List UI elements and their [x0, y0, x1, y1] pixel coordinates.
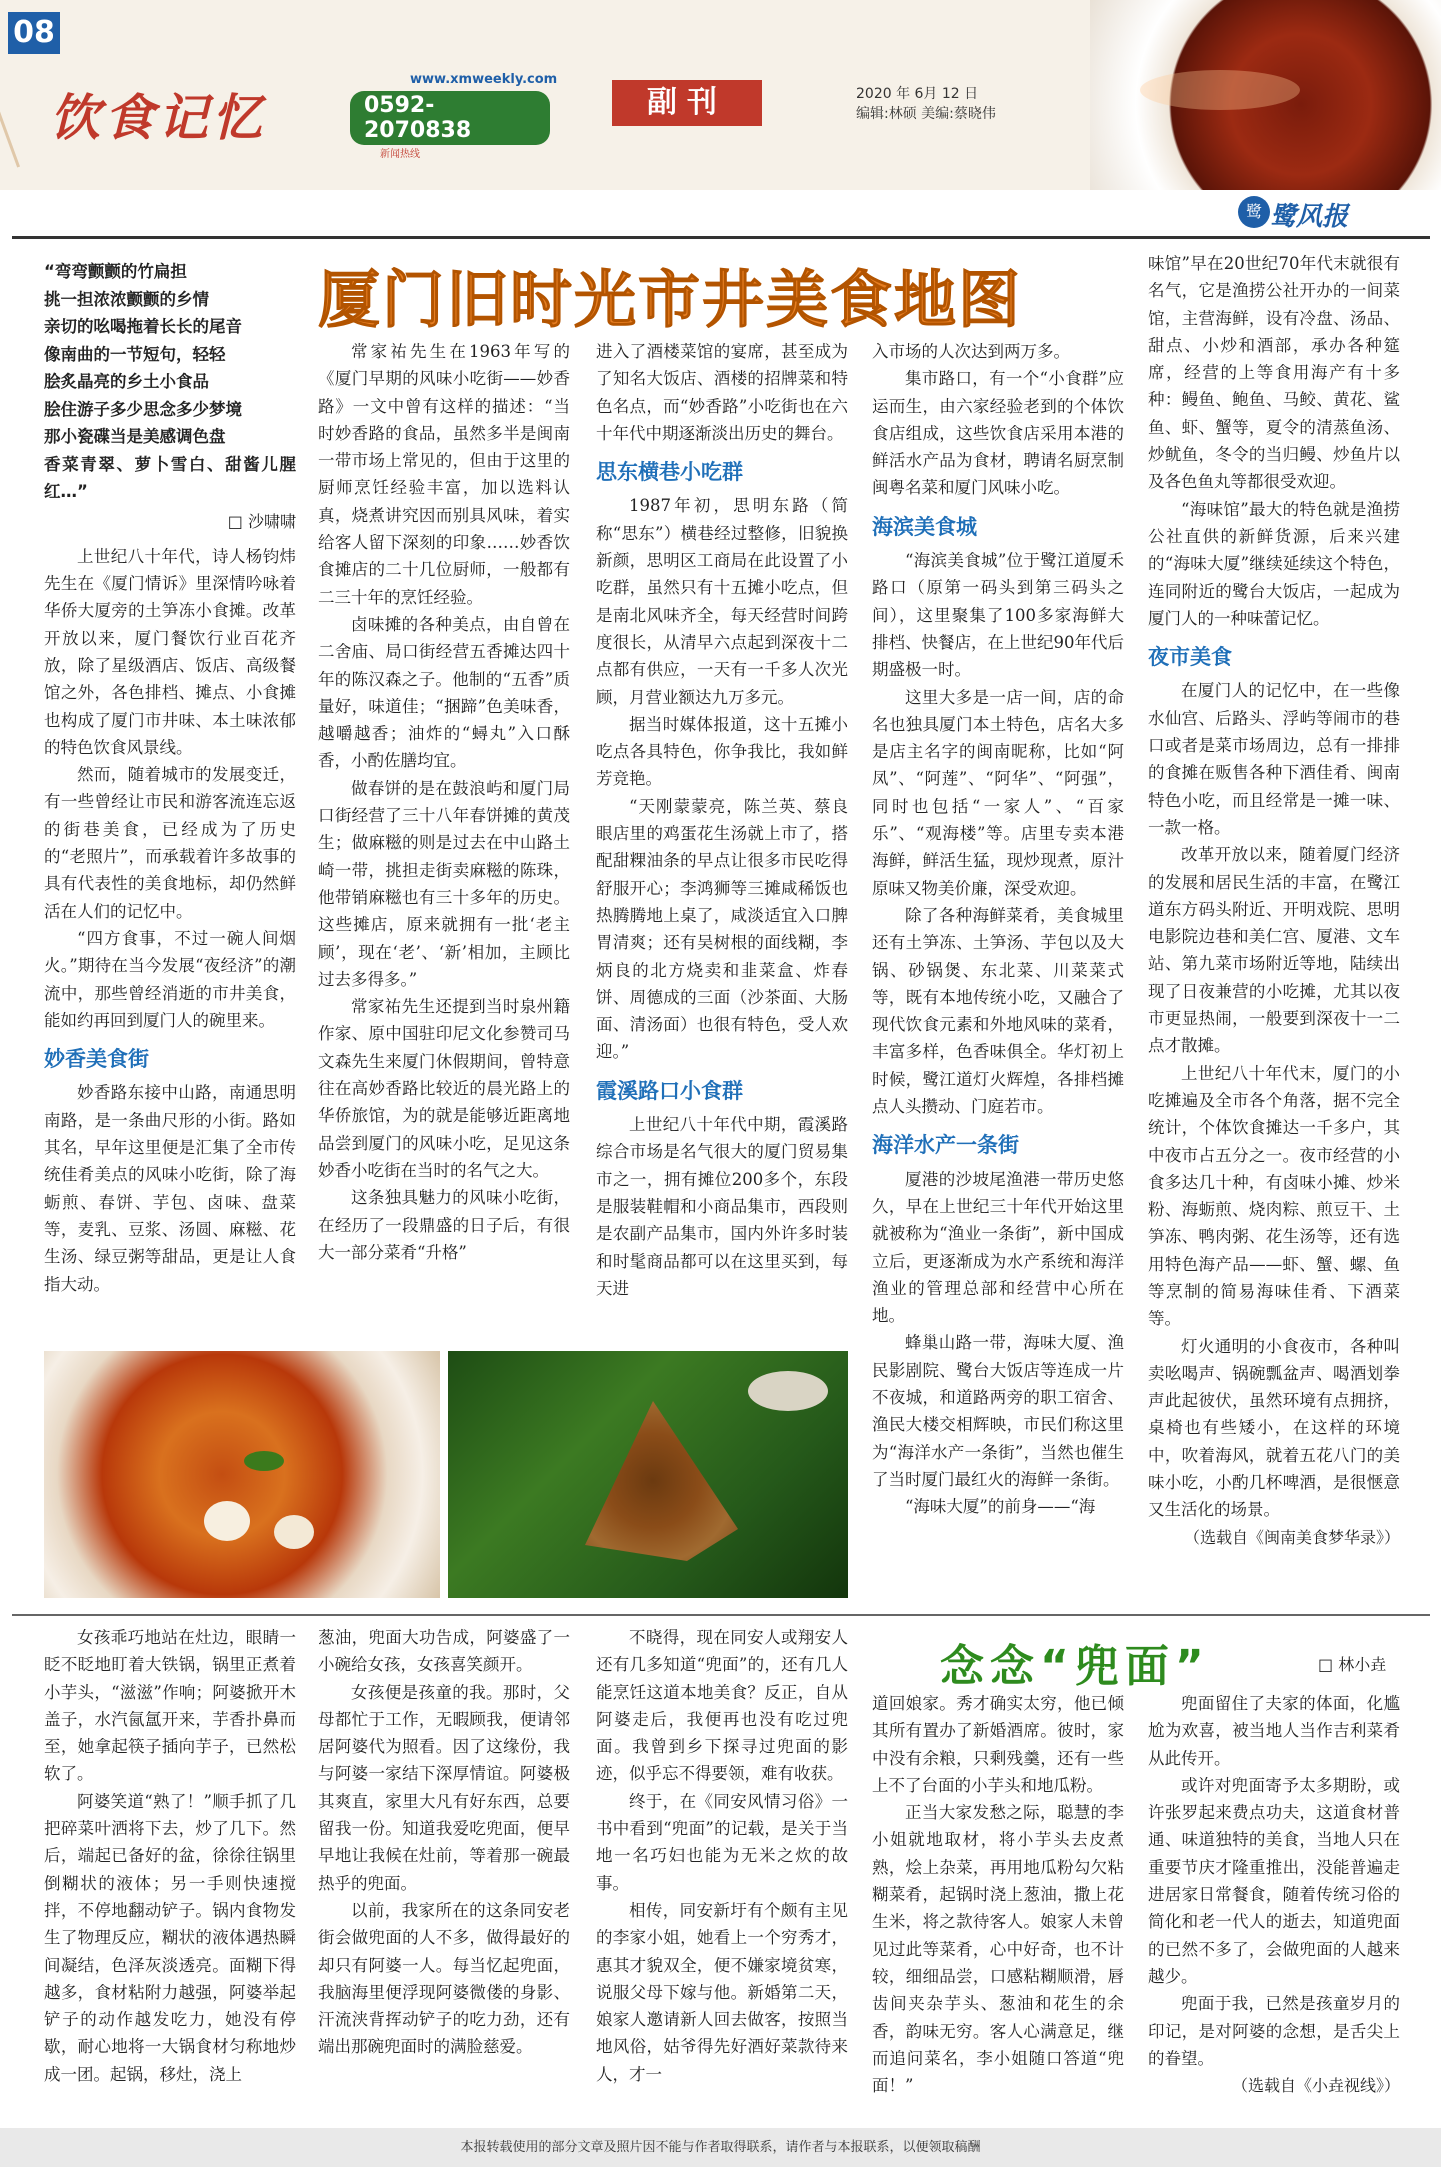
poem-line: 挑一担浓浓颤颤的乡情: [44, 289, 209, 309]
paragraph: “四方食事，不过一碗人间烟火。”期待在当今发展“夜经济”的潮流中，那些曾经消逝的市井美食，能如约再回到厦门人的碗里来。: [44, 928, 296, 1030]
poem-line: 那小瓷碟当是美感调色盘: [44, 427, 226, 446]
page-number: 08: [8, 12, 60, 54]
poem-line: 像南曲的一节短句，轻轻: [44, 344, 226, 364]
article1-source: （选载自《闽南美食梦华录》）: [1183, 1527, 1400, 1547]
paragraph: 改革开放以来，随着厦门经济的发展和居民生活的丰富，在鹭江道东方码头附近、开明戏院、思明电影院边巷和美仁宫、厦港、文车站、第九菜市场附近等地，陆续出现了日夜兼营的小吃摊，尤其以夜市更显热闹，一般要到深夜十一二点才散摊。: [1148, 845, 1400, 1056]
article2-source: （选载自《小垚视线》）: [1231, 2076, 1400, 2096]
issue-date: 2020 年 6月 12 日: [856, 86, 979, 102]
dish-highlight: [1140, 70, 1300, 110]
poem-line: 亲切的吆喝拖着长长的尾音: [44, 317, 242, 336]
paragraph: 阿婆笑道“熟了！”顺手抓了几把碎菜叶洒将下去，炒了几下。然后，端起已备好的盆，徐徐往锅里倒糊状的液体；另一手则快速搅拌，不停地翻动铲子。锅内食物发生了物理反应，糊状的液体遇热瞬间凝结，色泽灰淡透亮。面糊下得越多，食材粘附力越强，阿婆举起铲子的动作越发吃力，她没有停歇，耐心地将一大锅食材匀称地炒成一团。起锅，移灶，浇上: [44, 1791, 296, 2084]
egg-shape: [274, 1515, 314, 1549]
article2-author: □ 林小垚: [1318, 1655, 1387, 1674]
paragraph: “海味馆”最大的特色就是渔捞公社直供的新鲜货源，后来兴建的“海味大厦”继续延续这个特色，连同附近的鹭台大饭店，一起成为厦门人的一种味蕾记忆。: [1148, 499, 1400, 628]
subhead-xiaxi: 霞溪路口小食群: [596, 1078, 743, 1103]
article1-column-4: [872, 338, 1124, 1520]
paragraph: “海滨美食城”位于鹭江道厦禾路口（原第一码头到第三码头之间），这里聚集了100多家海鲜大排档、快餐店，在上世纪90年代后期盛极一时。: [872, 551, 1124, 680]
paragraph: 卤味摊的各种美点，由自曾在二舍庙、局口街经营五香摊达四十年的陈汉森之子。他制的“五香”质量好，味道佳；“捆蹄”色美味香，越嚼越香；油炸的“蟳丸”入口酥香，小酌佐膳均宜。: [318, 614, 570, 771]
hotline: 0592-2070838: [350, 91, 550, 145]
poem-line: “弯弯颤颤的竹扁担: [44, 262, 187, 281]
site-info: [350, 72, 558, 160]
page-header: [0, 0, 1441, 190]
paragraph: 上世纪八十年代，诗人杨钧炜先生在《厦门情诉》里深情吟咏着华侨大厦旁的土笋冻小食摊。改革开放以来，厦门餐饮行业百花齐放，除了星级酒店、饭店、高级餐馆之外，各色排档、摊点、小食摊也构成了厦门市井味、本土味浓郁的特色饮食风景线。: [44, 546, 296, 757]
paragraph: 集市路口，有一个“小食群”应运而生，由六家经验老到的个体饮食店组成，这些饮食店采用本港的鲜活水产品为食材，聘请名厨烹制闽粤名菜和厦门风味小吃。: [872, 369, 1124, 498]
subhead-yeshi: 夜市美食: [1148, 645, 1232, 670]
paragraph: 不晓得，现在同安人或翔安人还有几多知道“兜面”的，还有几人能烹饪这道本地美食？反正，自从阿婆走后，我便再也没有吃过兜面。我曾到乡下探寻过兜面的影迹，似乎忘不得要领，难有收获。: [596, 1628, 848, 1784]
noodle-soup-photo: [44, 1351, 440, 1598]
section-label: 副刊: [612, 80, 762, 126]
paragraph: 或许对兜面寄予太多期盼，或许张罗起来费点功夫，这道食材普通、味道独特的美食，当地人只在重要节庆才隆重推出，没能普遍走进居家日常餐食，随着传统习俗的简化和老一代人的逝去，知道兜面的已然不多了，会做兜面的人越来越少。: [1148, 1775, 1400, 1986]
paragraph: 兜面留住了夫家的体面，化尴尬为欢喜，被当地人当作吉利菜肴从此传开。: [1148, 1694, 1400, 1768]
column-title: 饮食记忆: [50, 88, 266, 147]
poem-line: 香菜青翠、萝卜雪白、甜酱儿腥红…”: [44, 454, 296, 501]
egg-shape: [204, 1501, 250, 1541]
paragraph: 上世纪八十年代末，厦门的小吃摊遍及全市各个角落，据不完全统计，个体饮食摊达一千多户，其中夜市占五分之一。夜市经营的小食多达几十种，有卤味小摊、炒米粉、海蛎煎、烧肉粽、煎豆干、土笋冻、鸭肉粥、花生汤等，还有选用特色海产品——虾、蟹、螺、鱼等烹制的简易海味佳肴、下酒菜等。: [1148, 1063, 1400, 1329]
top-rule: [12, 236, 1430, 239]
article2-column-5: [1148, 1690, 1400, 2099]
paragraph: 进入了酒楼菜馆的宴席，甚至成为了知名大饭店、酒楼的招牌菜和特色名点，而“妙香路”小吃街也在六十年代中期逐渐淡出历史的舞台。: [596, 342, 848, 443]
paragraph: 上世纪八十年代中期，霞溪路综合市场是名气很大的厦门贸易集市之一，拥有摊位200多个，东段是服装鞋帽和小商品集市，西段则是农副产品集市，国内外许多时装和时髦商品都可以在这里买到，每天进: [596, 1115, 848, 1298]
footer-notice: 本报转载使用的部分文章及照片因不能与作者取得联系，请作者与本报联系，以便领取稿酬: [0, 2128, 1441, 2167]
paragraph: “海味大厦”的前身——“海: [905, 1497, 1096, 1517]
paragraph: 据当时媒体报道，这十五摊小吃点各具特色，你争我比，我如鲜芳竞艳。: [596, 714, 848, 789]
article2-column-1: [44, 1624, 296, 2088]
paragraph: “天刚蒙蒙亮，陈兰英、蔡良眼店里的鸡蛋花生汤就上市了，搭配甜粿油条的早点让很多市民吃得舒服开心；李鸿狮等三摊咸稀饭也热腾腾地上桌了，咸淡适宜入口脾胃清爽；还有吴树根的面线糊，李炳良的北方烧卖和韭菜盒、炸春饼、周德成的三面（沙茶面、大肠面、清汤面）也很有特色，受人欢迎。”: [596, 796, 848, 1062]
middle-rule: [12, 1614, 1430, 1616]
paragraph: 这里大多是一店一间，店的命名也独具厦门本土特色，店名大多是店主名字的闽南昵称，比如“阿凤”、“阿莲”、“阿华”、“阿强”，同时也包括“一家人”、“百家乐”、“观海楼”等。店里专卖本港海鲜，鲜活生猛，现炒现煮，原汁原味又物美价廉，深受欢迎。: [872, 687, 1124, 898]
paragraph: 相传，同安新圩有个颇有主见的李家小姐，她看上一个穷秀才，惠其才貌双全，便不嫌家境贫寒，说服父母下嫁与他。新婚第二天，娘家人邀请新人回去做客，按照当地风俗，姑爷得先好酒好菜款待来人，才一: [596, 1900, 848, 2084]
article2-column-4: [872, 1690, 1124, 2099]
paragraph: 妙香路东接中山路，南通思明南路，是一条曲尺形的小街。路如其名，早年这里便是汇集了全市传统佳肴美点的风味小吃街，除了海蛎煎、春饼、芋包、卤味、盘菜等，麦乳、豆浆、汤圆、麻糍、花生汤、绿豆粥等甜品，更是让人食指大动。: [44, 1083, 296, 1294]
paragraph: 这条独具魅力的风味小吃街，在经历了一段鼎盛的日子后，有很大一部分菜肴“升格”: [318, 1188, 570, 1262]
zongzi-photo: [448, 1351, 848, 1598]
paragraph: 女孩乖巧地站在灶边，眼睛一眨不眨地盯着大铁锅，锅里正煮着小芋头，“滋滋”作响；阿婆掀开木盖子，水汽氤氲开来，芋香扑鼻而至，她拿起筷子插向芋子，已然松软了。: [44, 1628, 296, 1784]
site-url[interactable]: www.xmweekly.com: [410, 72, 558, 87]
paragraph: 厦港的沙坡尾渔港一带历史悠久，早在上世纪三十年代开始这里就被称为“渔业一条街”，新中国成立后，更逐渐成为水产系统和海洋渔业的管理总部和经营中心所在地。: [872, 1169, 1124, 1326]
article1-column-2: [318, 338, 570, 1266]
paragraph: 兜面于我，已然是孩童岁月的印记，是对阿婆的念想，是舌尖上的眷望。: [1148, 1994, 1400, 2068]
paragraph: 味馆”早在20世纪70年代末就很有名气，它是渔捞公社开办的一间菜馆，主营海鲜，设有冷盘、汤品、甜点、小炒和酒部，承办各种筵席，经营的上等食用海产有十多种：鳗鱼、鲍鱼、马鲛、黄花、鲨鱼、虾、蟹等，夏令的清蒸鱼汤、炒鱿鱼，冬令的当归鳗、炒鱼片以及各色鱼丸等都很受欢迎。: [1148, 254, 1400, 492]
poem-line: 脍炙晶亮的乡土小食品: [44, 372, 209, 391]
paragraph: 终于，在《同安风情习俗》一书中看到“兜面”的记载，是关于当地一名巧妇也能为无米之炊的故事。: [596, 1791, 848, 1893]
bowl-shape: [748, 1371, 828, 1411]
paragraph: 在厦门人的记忆中，在一些像水仙宫、后路头、浮屿等闹市的巷口或者是菜市场周边，总有一排排的食摊在贩售各种下酒佳肴、闽南特色小吃，而且经常是一摊一味、一款一格。: [1148, 681, 1400, 837]
article2-column-2: [318, 1624, 570, 2061]
masthead-logo-icon: 鹭: [1238, 196, 1270, 228]
paragraph: 然而，随着城市的发展变迁，有一些曾经让市民和游客流连忘返的街巷美食，已经成为了历史的“老照片”，而承载着许多故事的具有代表性的美食地标，却仍然鲜活在人们的记忆中。: [44, 765, 296, 921]
paragraph: 正当大家发愁之际，聪慧的李小姐就地取材，将小芋头去皮煮熟，烩上杂菜，再用地瓜粉勾欠粘糊菜肴，起锅时浇上葱油，撒上花生米，将之款待客人。娘家人未曾见过此等菜肴，心中好奇，也不计较，细细品尝，口感粘糊顺滑，唇齿间夹杂芋头、葱油和花生的余香，韵味无穷。客人心满意足，继而追问菜名，李小姐随口答道“兜面！”: [872, 1803, 1124, 2096]
editors: 编辑:林硕 美编:蔡晓伟: [856, 106, 996, 122]
paragraph: 以前，我家所在的这条同安老街会做兜面的人不多，做得最好的却只有阿婆一人。每当忆起兜面，我脑海里便浮现阿婆微偻的身影、汗流浃背挥动铲子的吃力劲，还有端出那碗兜面时的满脸慈爱。: [318, 1900, 570, 2057]
paragraph: 入市场的人次达到两万多。: [872, 342, 1070, 361]
paragraph: 除了各种海鲜菜肴，美食城里还有土笋冻、土笋汤、芋包以及大锅、砂锅煲、东北菜、川菜菜式等，既有本地传统小吃，又融合了现代饮食元素和外地风味的菜肴，丰富多样，色香味俱全。华灯初上时候，鹭江道灯火辉煌，各排档摊点人头攒动、门庭若市。: [872, 905, 1124, 1117]
subhead-haibin: 海滨美食城: [872, 514, 977, 539]
date-editors: [856, 84, 996, 124]
masthead: 鹭风报: [1270, 202, 1349, 232]
paragraph: 做春饼的是在鼓浪屿和厦门局口街经营了三十八年春饼摊的黄茂生；做麻糍的则是过去在中山路土崎一带，挑担走街卖麻糍的陈珠，他带销麻糍也有三十多年的历史。这些摊店，原来就拥有一批‘老主顾’，现在‘老’、‘新’相加，主顾比过去多得多。”: [318, 778, 570, 989]
article1-column-1: [44, 258, 296, 1298]
article1-title: 厦门旧时光市井美食地图: [318, 263, 1023, 336]
herb-shape: [244, 1451, 284, 1471]
paragraph: 蜂巢山路一带，海味大厦、渔民影剧院、鹭台大饭店等连成一片不夜城，和道路两旁的职工宿舍、渔民大楼交相辉映，市民们称这里为“海洋水产一条街”，当然也催生了当时厦门最红火的海鲜一条街。: [872, 1333, 1124, 1489]
hotline-tag: 新闻热线: [380, 149, 420, 160]
article1-column-5: [1148, 250, 1400, 1551]
poem-line: 脍住游子多少思念多少梦境: [44, 399, 242, 419]
paragraph: 常家祐先生在1963年写的《厦门早期的风味小吃街——妙香路》一文中曾有这样的描述：“当时妙香路的食品，虽然多半是闽南一带市场上常见的，但由于这里的厨师烹饪经验丰富，加以选料认真，烧煮讲究因而别具风味，着实给客人留下深刻的印象……妙香饮食摊店的二十几位厨师，一般都有二三十年的烹饪经验。: [318, 342, 570, 607]
subhead-miaoxiang: 妙香美食街: [44, 1047, 149, 1072]
subhead-sidong: 思东横巷小吃群: [596, 460, 743, 485]
article2-title: 念念“兜面”: [940, 1641, 1210, 1692]
paragraph: 常家祐先生还提到当时泉州籍作家、原中国驻印尼文化参赞司马文森先生来厦门休假期间，曾特意往在高妙香路比较近的晨光路上的华侨旅馆，为的就是能够近距离地品尝到厦门的风味小吃，足见这条妙香小吃街在当时的名气之大。: [318, 997, 570, 1180]
zongzi-shape: [568, 1401, 738, 1561]
article1-column-3: [596, 338, 848, 1302]
paragraph: 1987年初，思明东路（简称“思东”）横巷经过整修，旧貌换新颜，思明区工商局在此设置了小吃群，虽然只有十五摊小吃点，但是南北风味齐全，每天经营时间跨度很长，从清早六点起到深夜十二点都有供应，一天有一千多人次光顾，月营业额达九万多元。: [596, 496, 848, 707]
article2-column-3: [596, 1624, 848, 2088]
poem: [44, 258, 296, 506]
article1-author: □ 沙啸啸: [227, 511, 296, 531]
paragraph: 道回娘家。秀才确实太穷，他已倾其所有置办了新婚酒席。彼时，家中没有余粮，只剩残羹，还有一些上不了台面的小芋头和地瓜粉。: [872, 1694, 1124, 1795]
paragraph: 葱油，兜面大功告成，阿婆盛了一小碗给女孩，女孩喜笑颜开。: [318, 1628, 570, 1675]
subhead-haiyang: 海洋水产一条街: [872, 1133, 1019, 1158]
paragraph: 灯火通明的小食夜市，各种叫卖吆喝声、锅碗瓢盆声、喝酒划拳声此起彼伏，虽然环境有点拥挤，桌椅也有些矮小，在这样的环境中，吹着海风，就着五花八门的美味小吃，小酌几杯啤酒，是很惬意又生活化的场景。: [1148, 1336, 1400, 1520]
paragraph: 女孩便是孩童的我。那时，父母都忙于工作，无暇顾我，便请邻居阿婆代为照看。因了这缘份，我与阿婆一家结下深厚情谊。阿婆极其爽直，家里大凡有好东西，总要留我一份。知道我爱吃兜面，便早早地让我候在灶前，等着那一碗最热乎的兜面。: [318, 1682, 570, 1893]
